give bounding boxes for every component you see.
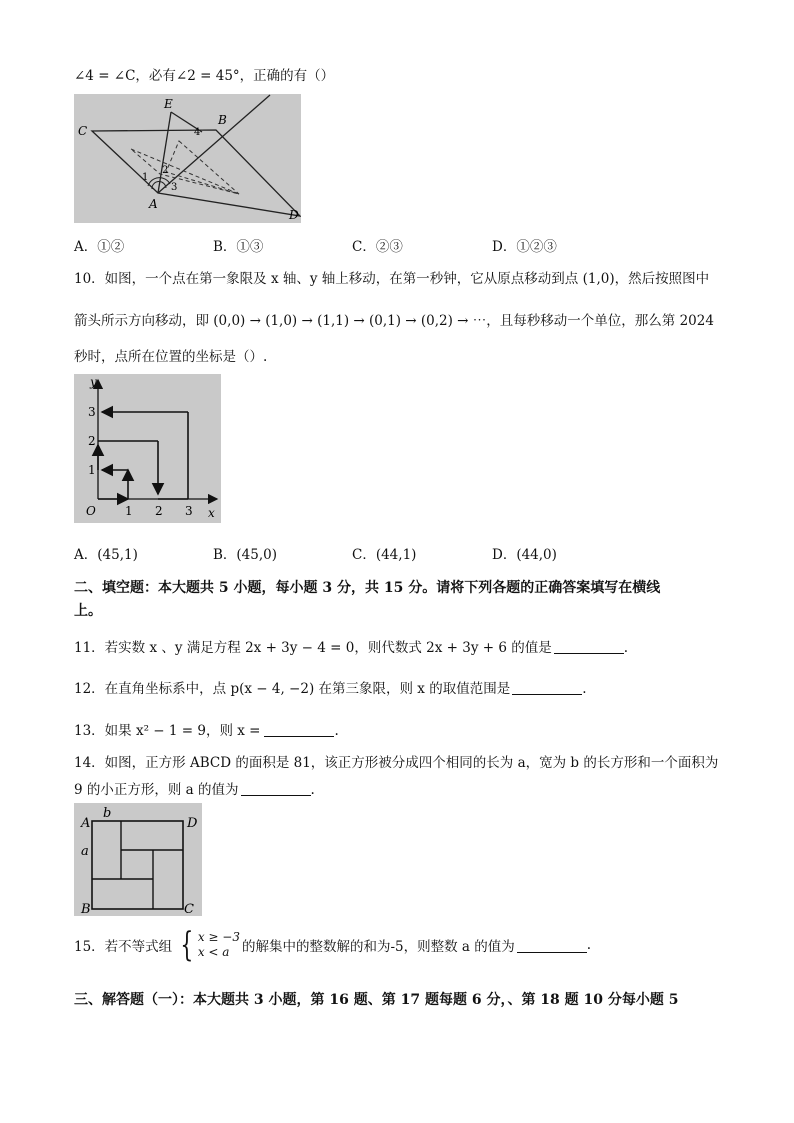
q14-diagram <box>74 803 202 916</box>
length-a-label: a <box>81 844 89 859</box>
q13-answer-blank[interactable] <box>264 722 334 737</box>
square-b-label: B <box>81 902 91 916</box>
q10-option-a: A．(45,1) <box>74 547 138 563</box>
q10-figure <box>74 374 221 523</box>
q9-diagram <box>74 94 301 223</box>
q10-diagram <box>74 374 221 523</box>
q10-option-b: B．(45,0) <box>213 547 278 563</box>
q14-period: . <box>310 782 315 798</box>
y-tick-1: 1 <box>88 463 96 477</box>
x-tick-1: 1 <box>125 504 133 518</box>
q9-option-b: B．①③ <box>213 239 264 255</box>
angle-2-label: 2 <box>162 165 169 176</box>
inequality-system <box>198 930 240 960</box>
q9-option-d: D．①②③ <box>492 239 557 255</box>
q15-answer-blank[interactable] <box>517 938 587 953</box>
q14-line1: 14．如图，正方形 ABCD 的面积是 81，该正方形被分成四个相同的长为 a，宽为 b 的长方形和一个面积为 <box>74 755 719 771</box>
point-b-label: B <box>218 113 227 127</box>
q13-text: 13．如果 x² − 1 = 9，则 x = <box>74 723 261 739</box>
q11-text: 11．若实数 x 、y 满足方程 2x + 3y − 4 = 0，则代数式 2x + 3y + 6 的值是 <box>74 640 552 656</box>
q9-option-c: C．②③ <box>352 239 403 255</box>
square-c-label: C <box>184 902 194 916</box>
square-d-label: D <box>187 816 198 831</box>
y-axis-label: y <box>90 375 97 389</box>
q15-question <box>74 925 592 965</box>
q10-line1: 10．如图，一个点在第一象限及 x 轴、y 轴上移动，在第一秒钟，它从原点移动到点 (1,0)，然后按照图中 <box>74 271 710 287</box>
section2-heading-line2: 上。 <box>74 603 102 619</box>
q11-period: . <box>623 640 629 656</box>
q11-answer-blank[interactable] <box>554 639 624 654</box>
point-c-label: C <box>78 124 88 138</box>
q9-figure <box>74 94 301 223</box>
q10-line2: 箭头所示方向移动，即 (0,0) → (1,0) → (1,1) → (0,1) → (0,2) → ⋯，且每秒移动一个单位，那么第 2024 <box>74 313 714 329</box>
q14-text: 9 的小正方形，则 a 的值为 <box>74 782 239 798</box>
angle-4-label: 4 <box>194 127 201 138</box>
q15-period: . <box>586 937 592 953</box>
q10-line3: 秒时，点所在位置的坐标是（）. <box>74 349 268 365</box>
angle-1-label: 1 <box>142 172 149 183</box>
q15-pre: 15．若不等式组 <box>74 939 173 955</box>
q13-period: . <box>334 723 339 739</box>
x-tick-2: 2 <box>155 504 163 518</box>
q12-period: . <box>582 681 587 697</box>
q10-option-d: D．(44,0) <box>492 547 557 563</box>
brace-icon: { <box>180 925 194 965</box>
inequality-1: x ≥ −3 <box>197 930 240 944</box>
y-tick-3: 3 <box>88 405 96 419</box>
angle-3-label: 3 <box>171 182 178 193</box>
square-a-label: A <box>81 816 91 831</box>
q12-answer-blank[interactable] <box>512 680 582 695</box>
point-d-label: D <box>289 208 299 222</box>
x-axis-label: x <box>208 506 215 520</box>
x-tick-3: 3 <box>185 504 193 518</box>
section3-heading: 三、解答题（一）：本大题共 3 小题，第 16 题、第 17 题每题 6 分，、第 18 题 10 分每小题 5 <box>74 992 679 1008</box>
q12-text: 12．在直角坐标系中，点 p(x − 4, −2) 在第三象限，则 x 的取值范围是 <box>74 681 511 697</box>
point-a-label: A <box>149 197 158 211</box>
q9-option-a: A．①② <box>74 239 125 255</box>
q13-question <box>74 719 339 739</box>
q15-post: 的解集中的整数解的和为-5，则整数 a 的值为 <box>241 939 515 955</box>
q14-answer-blank[interactable] <box>241 781 311 796</box>
inequality-2: x < a <box>197 945 230 959</box>
q14-line2 <box>74 778 315 798</box>
width-b-label: b <box>103 806 112 821</box>
q10-option-c: C．(44,1) <box>352 547 417 563</box>
q14-figure <box>74 803 202 916</box>
origin-label: O <box>86 504 96 518</box>
q9-text: ∠4 = ∠C，必有∠2 = 45°，正确的有（） <box>74 68 335 84</box>
point-e-label: E <box>164 97 173 111</box>
q11-question <box>74 636 628 656</box>
y-tick-2: 2 <box>88 434 96 448</box>
section2-heading-line1: 二、填空题：本大题共 5 小题，每小题 3 分，共 15 分。请将下列各题的正确答案填写在横线 <box>74 580 661 596</box>
q12-question <box>74 677 587 697</box>
